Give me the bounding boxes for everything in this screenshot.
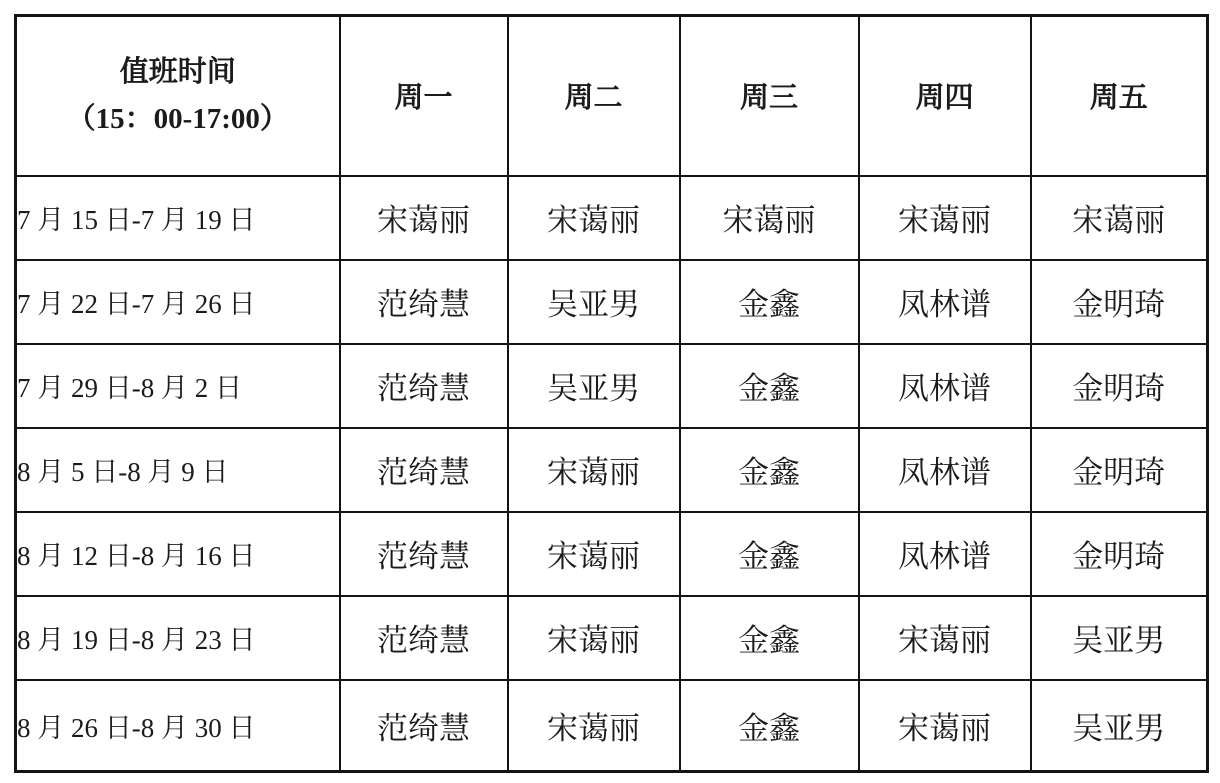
duty-name-cell: 范绮慧: [340, 680, 508, 772]
duty-name-cell: 吴亚男: [508, 260, 680, 344]
duty-name-cell: 宋蔼丽: [508, 680, 680, 772]
duty-name-cell: 金鑫: [680, 596, 859, 680]
duty-name-cell: 凤林谱: [859, 260, 1031, 344]
duty-name-cell: 金明琦: [1031, 344, 1208, 428]
table-row: [16, 680, 1208, 772]
duty-name-cell: 宋蔼丽: [1031, 176, 1208, 260]
duty-time-range: （15：00-17:00）: [66, 102, 289, 135]
table-row: [16, 260, 1208, 344]
duty-name-cell: 范绮慧: [340, 344, 508, 428]
duty-name-cell: 宋蔼丽: [508, 176, 680, 260]
header-friday: 周五: [1031, 16, 1208, 176]
header-tuesday: 周二: [508, 16, 680, 176]
table-row: [16, 344, 1208, 428]
duty-name-cell: 凤林谱: [859, 428, 1031, 512]
duty-schedule-table: [14, 14, 1209, 773]
duty-name-cell: 宋蔼丽: [508, 596, 680, 680]
date-range-cell: 8 月 12 日-8 月 16 日: [16, 512, 340, 596]
duty-name-cell: 金鑫: [680, 680, 859, 772]
duty-name-cell: 宋蔼丽: [508, 512, 680, 596]
table-row: [16, 596, 1208, 680]
duty-name-cell: 宋蔼丽: [340, 176, 508, 260]
date-range-cell: 7 月 22 日-7 月 26 日: [16, 260, 340, 344]
date-range-cell: 8 月 26 日-8 月 30 日: [16, 680, 340, 772]
duty-name-cell: 范绮慧: [340, 260, 508, 344]
duty-name-cell: 金明琦: [1031, 512, 1208, 596]
table-row: [16, 512, 1208, 596]
header-thursday: 周四: [859, 16, 1031, 176]
duty-name-cell: 范绮慧: [340, 512, 508, 596]
duty-name-cell: 金鑫: [680, 428, 859, 512]
duty-name-cell: 金鑫: [680, 260, 859, 344]
duty-name-cell: 金鑫: [680, 512, 859, 596]
duty-name-cell: 宋蔼丽: [508, 428, 680, 512]
duty-name-cell: 吴亚男: [1031, 596, 1208, 680]
duty-name-cell: 范绮慧: [340, 428, 508, 512]
table-row: [16, 176, 1208, 260]
duty-name-cell: 范绮慧: [340, 596, 508, 680]
duty-name-cell: 宋蔼丽: [680, 176, 859, 260]
duty-name-cell: 金明琦: [1031, 260, 1208, 344]
date-range-cell: 8 月 5 日-8 月 9 日: [16, 428, 340, 512]
date-range-cell: 8 月 19 日-8 月 23 日: [16, 596, 340, 680]
table-row: [16, 428, 1208, 512]
header-duty-time: [16, 16, 340, 176]
duty-time-title: 值班时间: [119, 56, 236, 89]
header-monday: 周一: [340, 16, 508, 176]
duty-name-cell: 金明琦: [1031, 428, 1208, 512]
date-range-cell: 7 月 15 日-7 月 19 日: [16, 176, 340, 260]
duty-name-cell: 吴亚男: [508, 344, 680, 428]
table-header-row: [16, 16, 1208, 176]
duty-name-cell: 吴亚男: [1031, 680, 1208, 772]
duty-name-cell: 宋蔼丽: [859, 176, 1031, 260]
duty-name-cell: 凤林谱: [859, 344, 1031, 428]
date-range-cell: 7 月 29 日-8 月 2 日: [16, 344, 340, 428]
header-wednesday: 周三: [680, 16, 859, 176]
duty-name-cell: 宋蔼丽: [859, 596, 1031, 680]
duty-name-cell: 宋蔼丽: [859, 680, 1031, 772]
duty-name-cell: 凤林谱: [859, 512, 1031, 596]
duty-name-cell: 金鑫: [680, 344, 859, 428]
